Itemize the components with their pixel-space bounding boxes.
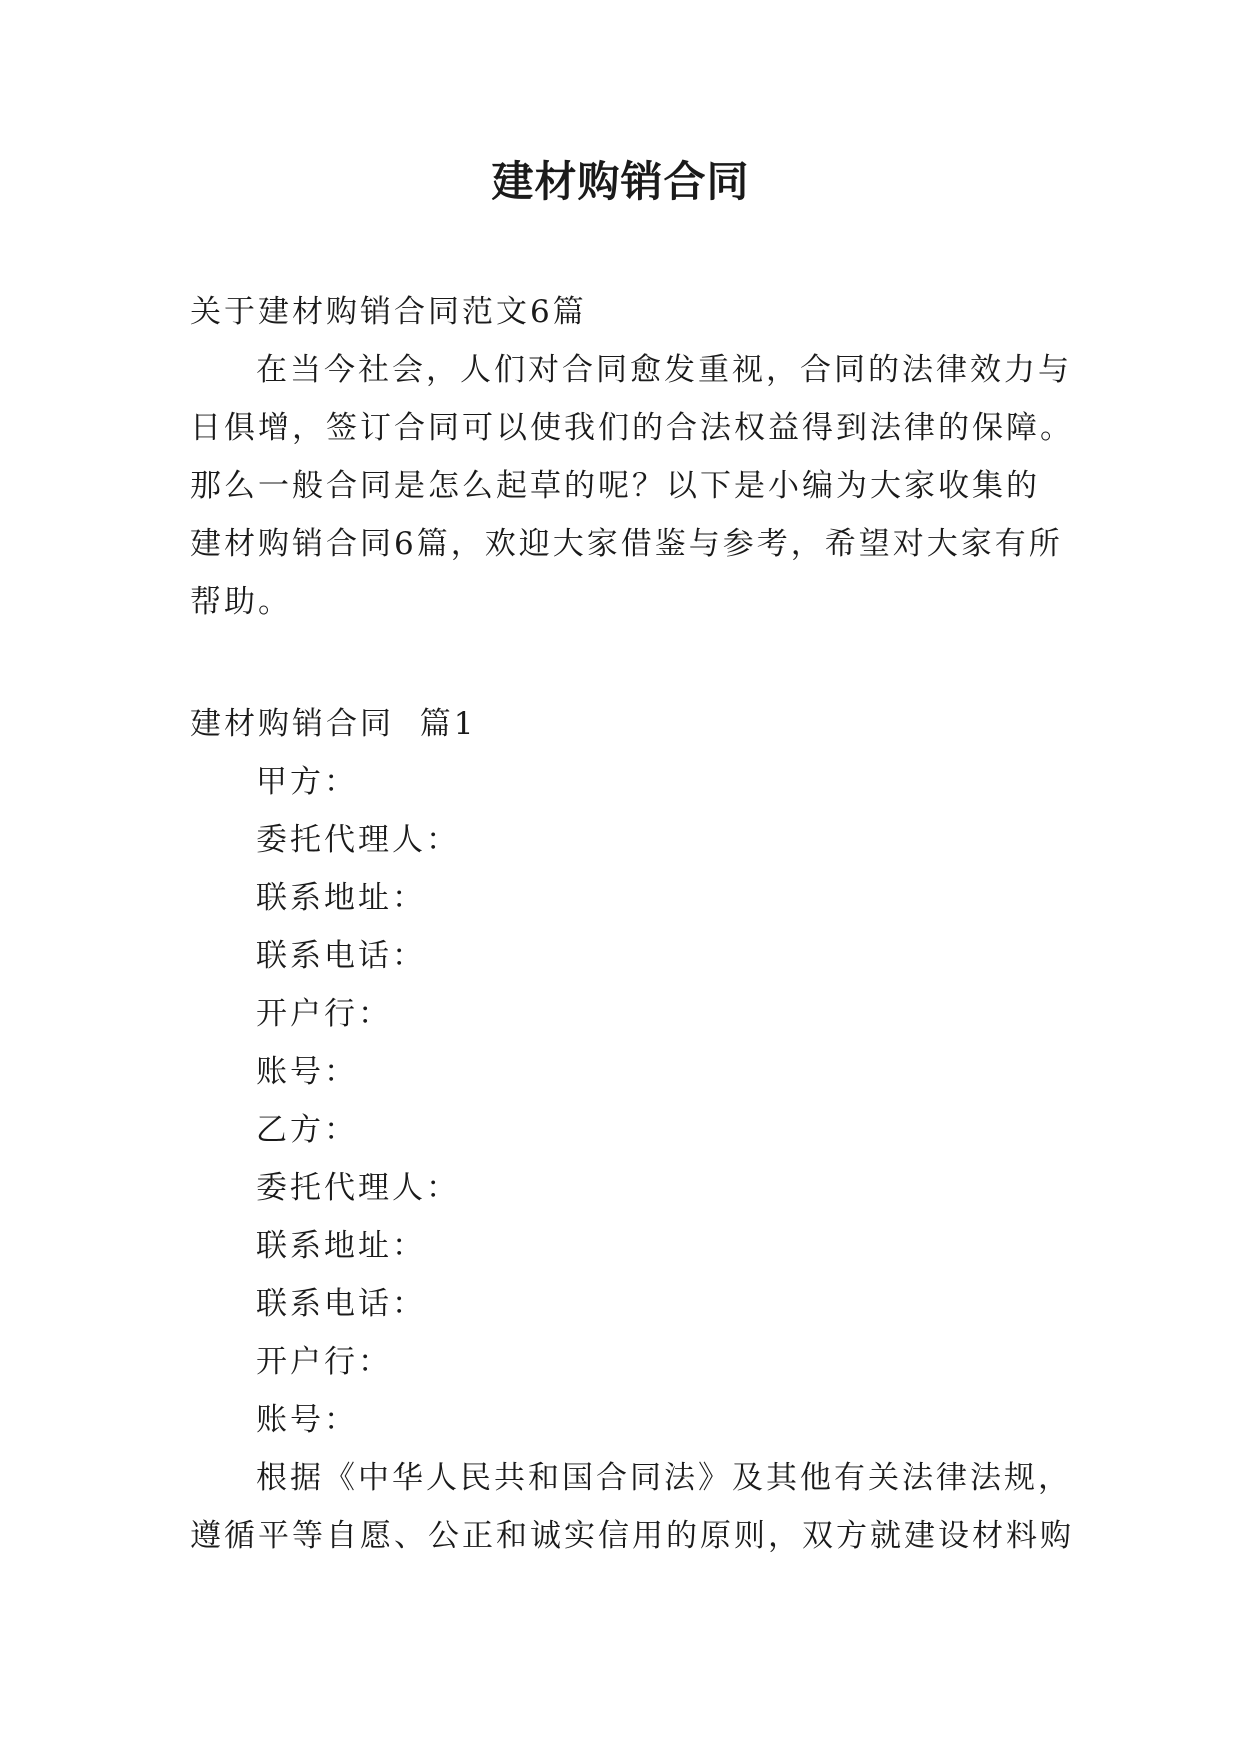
party-b-address-field: 联系地址： xyxy=(256,1228,426,1264)
intro-paragraph-line: 帮助。 xyxy=(190,584,292,620)
party-a-address-field: 联系地址： xyxy=(256,880,426,916)
party-b-bank-field: 开户行： xyxy=(256,1344,392,1380)
party-a-bank-field: 开户行： xyxy=(256,996,392,1032)
party-a-account-field: 账号： xyxy=(256,1054,358,1090)
clause-line: 根据《中华人民共和国合同法》及其他有关法律法规， xyxy=(256,1460,1072,1496)
intro-heading: 关于建材购销合同范文6篇 xyxy=(190,294,587,330)
intro-paragraph-line: 日俱增，签订合同可以使我们的合法权益得到法律的保障。 xyxy=(190,410,1074,446)
intro-paragraph-line: 那么一般合同是怎么起草的呢？以下是小编为大家收集的 xyxy=(190,468,1040,504)
intro-paragraph-line: 在当今社会，人们对合同愈发重视，合同的法律效力与 xyxy=(256,352,1072,388)
party-b-phone-field: 联系电话： xyxy=(256,1286,426,1322)
intro-paragraph-line: 建材购销合同6篇，欢迎大家借鉴与参考，希望对大家有所 xyxy=(190,526,1063,562)
clause-line: 遵循平等自愿、公正和诚实信用的原则，双方就建设材料购 xyxy=(190,1518,1074,1554)
party-a-label: 甲方： xyxy=(256,764,358,800)
section-heading: 建材购销合同 篇1 xyxy=(190,706,477,742)
document-title: 建材购销合同 xyxy=(491,157,750,206)
party-b-account-field: 账号： xyxy=(256,1402,358,1438)
intro-section xyxy=(190,283,1074,631)
contract-section xyxy=(190,695,1074,1565)
party-a-phone-field: 联系电话： xyxy=(256,938,426,974)
party-b-label: 乙方： xyxy=(256,1112,358,1148)
party-b-agent-field: 委托代理人： xyxy=(256,1170,460,1206)
party-a-agent-field: 委托代理人： xyxy=(256,822,460,858)
